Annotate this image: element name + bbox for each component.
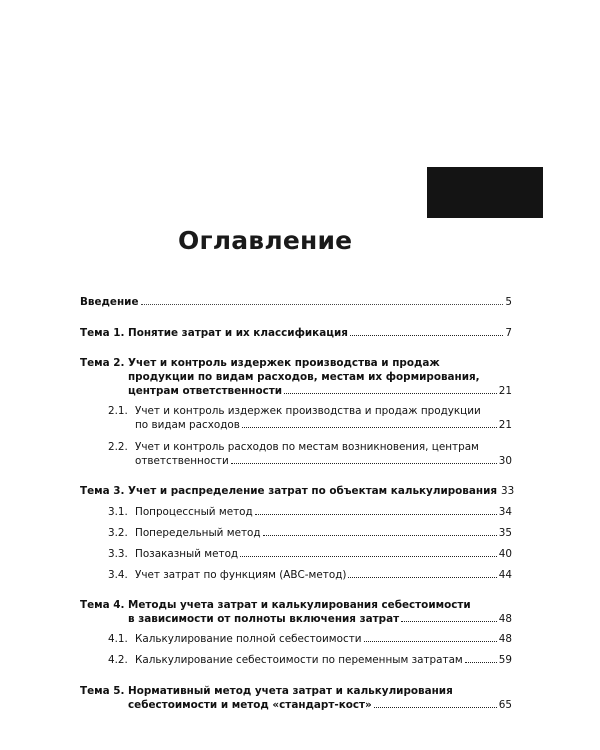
- dot-leader: [141, 303, 504, 305]
- toc-line: [135, 505, 512, 519]
- toc-title-line: Нормативный метод учета затрат и калькулирования: [128, 685, 453, 697]
- toc-number: 3.4.: [108, 569, 128, 581]
- toc-title-line: в зависимости от полноты включения затрат: [128, 613, 400, 625]
- toc-page-number: 21: [498, 419, 512, 431]
- toc-line: [80, 295, 512, 309]
- toc-entry-title: [128, 356, 480, 384]
- toc-number: 2.2.: [108, 441, 128, 453]
- toc-page-number: 44: [498, 569, 512, 581]
- toc-page-number: 33: [501, 485, 515, 497]
- toc-line: [128, 326, 512, 340]
- toc-title-line: ответственности: [135, 455, 229, 467]
- toc-number: Тема 1.: [80, 327, 125, 339]
- toc-entry-title: Попередельный метод: [135, 527, 261, 539]
- toc-title-line: Учет и контроль издержек производства и продаж продукции: [135, 405, 481, 417]
- toc-entry-title: Учет и распределение затрат по объектам калькулирования: [128, 485, 498, 497]
- toc-title-line: Учет и контроль расходов по местам возникновения, центрам: [135, 441, 479, 453]
- toc-entry-title: [128, 598, 471, 612]
- toc-number: 2.1.: [108, 405, 128, 417]
- toc-title-line: по видам расходов: [135, 419, 240, 431]
- dot-leader: [348, 576, 496, 578]
- toc-entry-title: Введение: [80, 296, 139, 308]
- toc-entry-title: Калькулирование себестоимости по переменным затратам: [135, 654, 463, 666]
- dot-leader: [240, 555, 497, 557]
- toc-entry-title: Учет затрат по функциям (АВС-метод): [135, 569, 347, 581]
- dot-leader: [231, 462, 497, 464]
- toc-title-line: продукции по видам расходов, местам их формирования,: [128, 371, 480, 383]
- toc-line: [128, 484, 515, 498]
- toc-entry-title: Позаказный метод: [135, 548, 239, 560]
- toc-entry-title: Попроцессный метод: [135, 506, 253, 518]
- dot-leader: [255, 513, 497, 515]
- toc-page-number: 21: [498, 385, 512, 397]
- toc-line: [128, 384, 512, 398]
- toc-number: Тема 2.: [80, 357, 125, 369]
- toc-entry-title: [135, 404, 481, 418]
- toc-page-number: 7: [505, 327, 512, 339]
- toc-line: [135, 526, 512, 540]
- toc-number: 3.1.: [108, 506, 128, 518]
- toc-line: [128, 698, 512, 712]
- dot-leader: [242, 426, 497, 428]
- toc-page-number: 48: [498, 613, 512, 625]
- toc-page-number: 65: [498, 699, 512, 711]
- toc-page-number: 48: [498, 633, 512, 645]
- dot-leader: [401, 620, 497, 622]
- dot-leader: [465, 661, 497, 663]
- dot-leader: [263, 534, 497, 536]
- toc-number: 3.3.: [108, 548, 128, 560]
- toc-number: 4.2.: [108, 654, 128, 666]
- toc-line: [135, 454, 512, 468]
- toc-number: Тема 4.: [80, 599, 125, 611]
- toc-title-line: Учет и контроль издержек производства и продаж: [128, 357, 440, 369]
- dot-leader: [374, 706, 497, 708]
- toc-entry-title: [128, 684, 458, 698]
- toc-page-number: 30: [498, 455, 512, 467]
- toc-page-number: 59: [498, 654, 512, 666]
- toc-page-number: 5: [505, 296, 512, 308]
- toc-number: Тема 3.: [80, 485, 125, 497]
- toc-entry-title: Понятие затрат и их классификация: [128, 327, 348, 339]
- dot-leader: [350, 334, 503, 336]
- toc-number: Тема 5.: [80, 685, 125, 697]
- toc-line: [135, 568, 512, 582]
- toc-title-line: себестоимости и метод «стандарт-кост»: [128, 699, 372, 711]
- page-title: Оглавление: [178, 226, 353, 255]
- toc-line: [135, 547, 512, 561]
- toc-page-number: 40: [498, 548, 512, 560]
- toc-line: [135, 632, 512, 646]
- dot-leader: [364, 640, 497, 642]
- toc-page-number: 34: [498, 506, 512, 518]
- toc-line: [135, 418, 512, 432]
- toc-number: 4.1.: [108, 633, 128, 645]
- dot-leader: [284, 392, 497, 394]
- toc-page-number: 35: [498, 527, 512, 539]
- toc-line: [128, 612, 512, 626]
- toc-title-line: Методы учета затрат и калькулирования себестоимости: [128, 599, 471, 611]
- toc-entry-title: Калькулирование полной себестоимости: [135, 633, 362, 645]
- toc-line: [135, 653, 512, 667]
- toc-entry-title: [135, 440, 479, 454]
- toc-number: 3.2.: [108, 527, 128, 539]
- chapter-tab-marker: [427, 167, 543, 218]
- toc-title-line: центрам ответственности: [128, 385, 283, 397]
